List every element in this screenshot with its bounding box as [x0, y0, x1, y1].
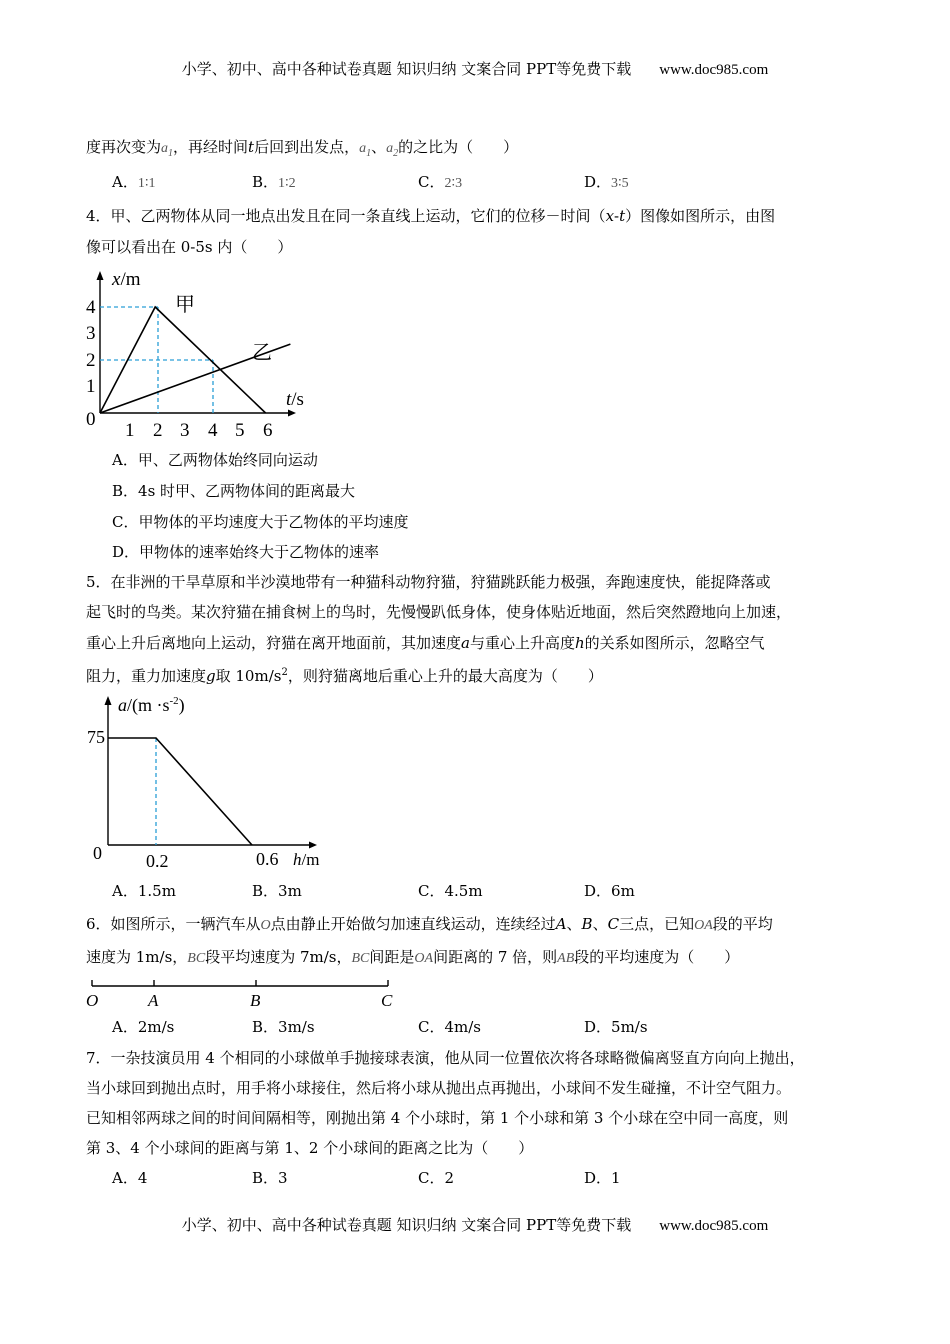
q5-ah-graph [85, 690, 335, 870]
x-tick-4: 4 [208, 420, 218, 441]
y-tick-2: 2 [86, 350, 96, 371]
q3-text-c: 后回到出发点， [254, 138, 360, 156]
q6-option-d[interactable]: D．5m/s [584, 1018, 648, 1036]
footer-text: 小学、初中、高中各种试卷真题 知识归纳 文案合同 PPT等免费下载 [181, 1216, 632, 1234]
x-tick-6: 6 [263, 420, 273, 441]
x-tick-5: 5 [235, 420, 245, 441]
q3-a2: $a_2$ [386, 141, 399, 159]
label-c: C [381, 991, 393, 1010]
y-axis-arrow [97, 271, 104, 280]
footer-site: www.doc985.com [659, 1218, 769, 1234]
q3-text-a: 度再次变为 [86, 138, 162, 156]
x-tick-2: 2 [153, 420, 163, 441]
q6-option-c[interactable]: C．4m/s [418, 1018, 482, 1036]
label-a: A [148, 991, 159, 1010]
label-b: B [250, 991, 261, 1010]
y-tick-4: 4 [86, 297, 96, 318]
series-yi-label: 乙 [252, 342, 272, 364]
q6-line1: 6．如图所示，一辆汽车从O点由静止开始做匀加速直线运动，连续经过A、B、C三点，已知OA段的平均 [86, 915, 773, 933]
q4-option-d[interactable]: D．甲物体的速率始终大于乙物体的速率 [112, 543, 380, 561]
q3-option-a[interactable]: A．1∶1 [112, 173, 156, 191]
series-jia-label: 甲 [175, 294, 195, 316]
x-tick-1: 1 [125, 420, 135, 441]
q3-text-b: ，再经时间 [173, 138, 249, 156]
q7-option-c[interactable]: C．2 [418, 1169, 455, 1187]
q3-option-c[interactable]: C．2∶3 [418, 173, 463, 191]
q6-option-a[interactable]: A．2m/s [112, 1018, 175, 1036]
header-site: www.doc985.com [659, 62, 769, 78]
origin-label: 0 [86, 409, 96, 430]
q7-option-d[interactable]: D．1 [584, 1169, 621, 1187]
q5-option-d[interactable]: D．6m [584, 882, 635, 900]
page-header [0, 58, 950, 79]
q5-line3: 重心上升后离地向上运动，狩猫在离开地面前，其加速度a与重心上升高度h的关系如图所示，忽略空气 [86, 634, 765, 652]
q3-t: t [248, 138, 255, 156]
q7-option-a[interactable]: A．4 [112, 1169, 148, 1187]
q6-line2: 速度为 1m/s，BC段平均速度为 7m/s，BC间距是OA间距离的 7 倍，则AB段的平均速度为（ ） [86, 948, 740, 966]
q4-xt-graph [80, 265, 320, 445]
x-axis-arrow [309, 842, 317, 849]
q5-line4: 阻力，重力加速度g取 $10m/s^2$，则狩猫离地后重心上升的最大高度为（ ） [86, 667, 603, 685]
y-tick-1: 1 [86, 376, 96, 397]
q3-line1 [86, 137, 518, 164]
series-ah-line [108, 738, 252, 845]
x-axis-label: t/s [286, 389, 304, 410]
x-tick-0-6: 0.6 [256, 849, 279, 869]
label-o: O [86, 991, 99, 1010]
header-text: 小学、初中、高中各种试卷真题 知识归纳 文案合同 PPT等免费下载 [181, 60, 632, 78]
q7-option-b[interactable]: B．3 [252, 1169, 288, 1187]
origin-label: 0 [93, 843, 102, 863]
q3-text-d: 的之比为（ ） [398, 138, 519, 156]
q3-option-d[interactable]: D．3∶5 [584, 173, 629, 191]
q7-line3: 已知相邻两球之间的时间间隔相等，刚抛出第 4 个小球时，第 1 个小球和第 3 个小球在空中同一高度，则 [86, 1109, 789, 1127]
q3-option-b[interactable]: B．1∶2 [252, 173, 296, 191]
y-axis-label: x/m [112, 269, 141, 290]
q5-line2: 起飞时的鸟类。某次狩猫在捕食树上的鸟时，先慢慢趴低身体，使身体贴近地面，然后突然蹬地向上加速， [86, 603, 792, 621]
q4-option-b[interactable]: B．4s 时甲、乙两物体间的距离最大 [112, 482, 356, 500]
x-axis-arrow [288, 410, 296, 417]
q4-line1: 4．甲、乙两物体从同一地点出发且在同一条直线上运动，它们的位移－时间（x-t）图像如图所示，由图 [86, 207, 776, 225]
q5-option-b[interactable]: B．3m [252, 882, 302, 900]
q7-line2: 当小球回到抛出点时，用手将小球接住，然后将小球从抛出点再抛出，小球间不发生碰撞，不计空气阻力。 [86, 1079, 792, 1097]
q4-option-a[interactable]: A．甲、乙两物体始终同向运动 [112, 451, 318, 469]
y-tick-75: 75 [87, 727, 105, 747]
q5-line1: 5．在非洲的干旱草原和半沙漠地带有一种猫科动物狩猫，狩猫跳跃能力极强，奔跑速度快，能捉降落或 [86, 573, 771, 591]
q7-line1: 7．一杂技演员用 4 个相同的小球做单手抛接球表演，他从同一位置依次将各球略微偏离竖直方向向上抛出， [86, 1049, 805, 1067]
x-tick-0-2: 0.2 [146, 851, 169, 870]
q3-a1b: $a_1$ [359, 141, 372, 159]
y-axis-label: $a/(m \cdot s^{-2})$ [118, 695, 185, 715]
q4-option-c[interactable]: C．甲物体的平均速度大于乙物体的平均速度 [112, 513, 409, 531]
q3-sep: 、 [371, 138, 387, 156]
q5-option-c[interactable]: C．4.5m [418, 882, 483, 900]
q7-line4: 第 3、4 个小球间的距离与第 1、2 个小球间的距离之比为（ ） [86, 1139, 534, 1157]
y-tick-3: 3 [86, 323, 96, 344]
x-tick-3: 3 [180, 420, 190, 441]
q3-a1: $a_1$ [161, 141, 174, 159]
q6-option-b[interactable]: B．3m/s [252, 1018, 315, 1036]
q5-option-a[interactable]: A．1.5m [112, 882, 176, 900]
page-footer [0, 1214, 950, 1235]
x-axis-label: h/m [293, 850, 320, 869]
q6-line-diagram [82, 978, 402, 1014]
q4-line2: 像可以看出在 0-5s 内（ ） [86, 238, 293, 256]
y-axis-arrow [105, 696, 112, 705]
